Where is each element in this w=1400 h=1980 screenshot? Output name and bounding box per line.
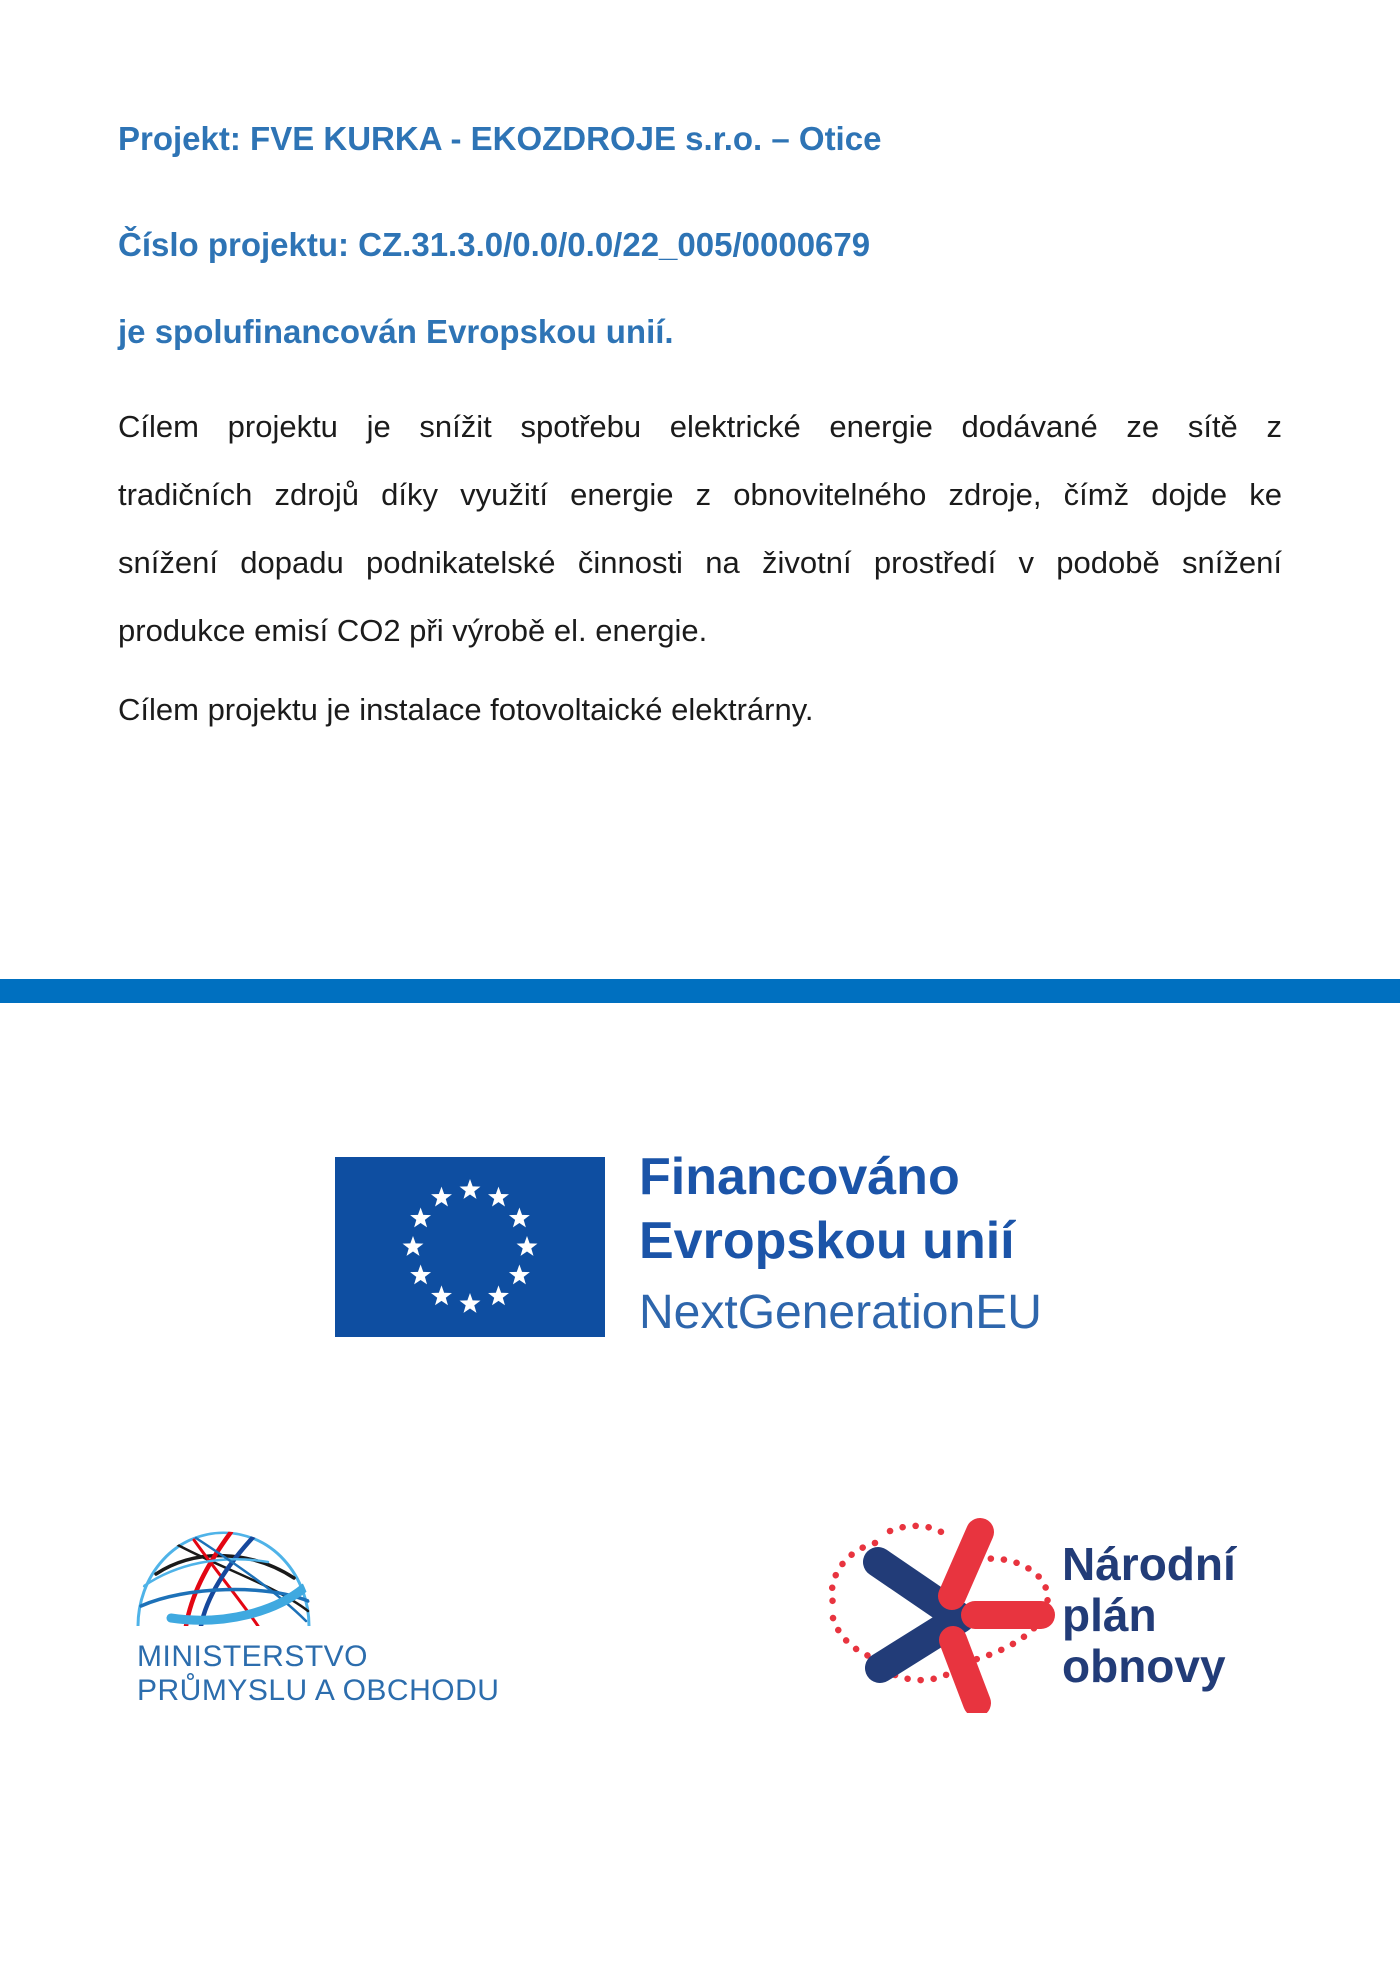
npo-name-line1: Národní xyxy=(1062,1538,1236,1590)
cofinanced-statement: je spolufinancován Evropskou unií. xyxy=(118,313,674,350)
eu-funding-line1: Financováno xyxy=(639,1148,960,1206)
ministry-name-line1: MINISTERSTVO xyxy=(137,1640,369,1673)
project-goal-paragraph xyxy=(118,393,1282,665)
nextgeneration-eu-text: NextGenerationEU xyxy=(639,1286,1042,1339)
installation-paragraph: Cílem projektu je instalace fotovoltaické elektrárny. xyxy=(118,692,814,727)
npo-arrow-icon xyxy=(805,1518,1065,1713)
npo-name-line2: plán xyxy=(1062,1589,1157,1641)
paragraph-line: produkce emisí CO2 při výrobě el. energie. xyxy=(118,613,708,648)
ministry-name xyxy=(137,1640,499,1708)
divider-bar xyxy=(0,979,1400,1003)
eu-flag-icon xyxy=(335,1157,605,1337)
ministry-globe-icon xyxy=(136,1526,311,1626)
npo-name-line3: obnovy xyxy=(1062,1640,1226,1692)
project-number: Číslo projektu: CZ.31.3.0/0.0/0.0/22_005/0000679 xyxy=(118,226,871,263)
eu-funding-text xyxy=(639,1145,1015,1273)
paragraph-line: Cílem projektu je snížit spotřebu elektrické energie dodávané ze sítě z xyxy=(118,409,1282,444)
ministry-name-line2: PRŮMYSLU A OBCHODU xyxy=(137,1674,500,1707)
npo-name xyxy=(1062,1539,1236,1692)
paragraph-line: tradičních zdrojů díky využití energie z obnovitelného zdroje, čímž dojde ke xyxy=(118,477,1282,512)
project-title: Projekt: FVE KURKA - EKOZDROJE s.r.o. – Otice xyxy=(118,120,882,157)
eu-funding-line2: Evropskou unií xyxy=(639,1212,1015,1270)
paragraph-line: snížení dopadu podnikatelské činnosti na životní prostředí v podobě snížení xyxy=(118,545,1282,580)
